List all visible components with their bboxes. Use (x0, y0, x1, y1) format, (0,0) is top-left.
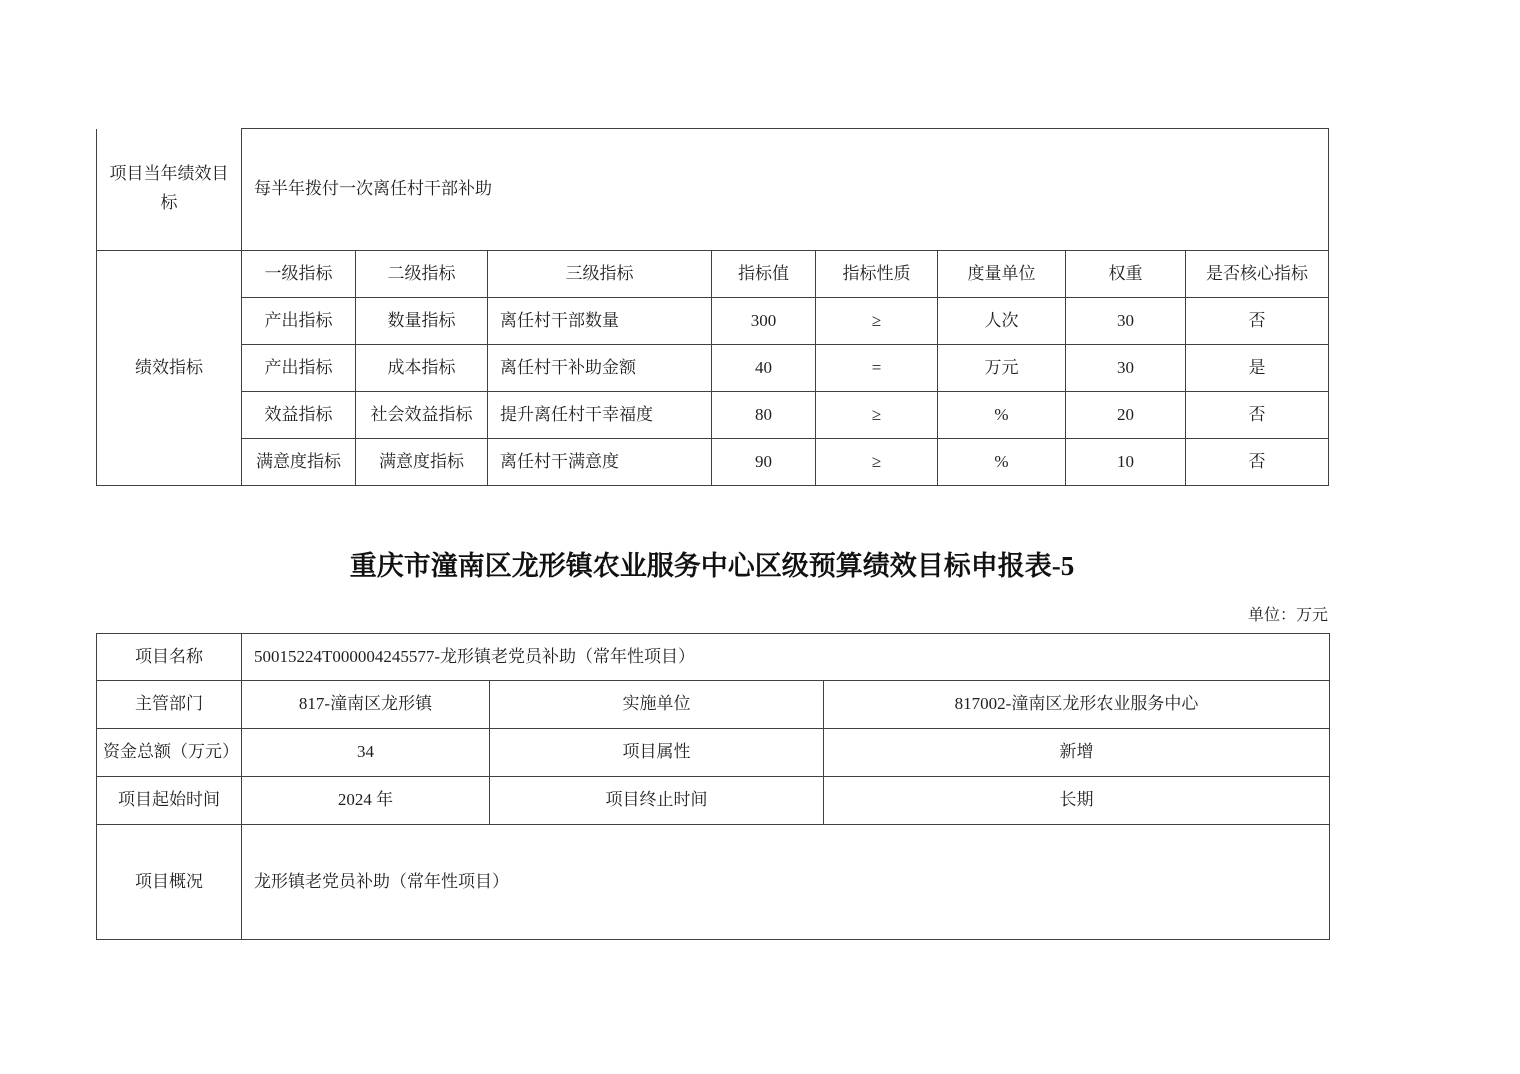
indicator-cell-core: 否 (1186, 439, 1329, 486)
indicator-cell-level1: 效益指标 (242, 392, 356, 439)
indicator-cell-nature: ≥ (816, 392, 938, 439)
indicator-cell-level2: 成本指标 (356, 345, 488, 392)
column-header-indicator-nature: 指标性质 (816, 251, 938, 298)
project-declaration-table (96, 633, 1330, 940)
indicator-cell-level2: 数量指标 (356, 298, 488, 345)
implementing-unit-value: 817002-潼南区龙形农业服务中心 (824, 681, 1330, 729)
indicator-cell-value: 300 (712, 298, 816, 345)
end-time-value: 长期 (824, 777, 1330, 825)
indicator-row (97, 298, 1329, 345)
indicator-cell-level1: 满意度指标 (242, 439, 356, 486)
indicator-cell-core: 否 (1186, 298, 1329, 345)
project-name-row (97, 634, 1330, 681)
indicator-cell-nature: = (816, 345, 938, 392)
indicator-cell-unit: 人次 (938, 298, 1066, 345)
indicator-cell-level1: 产出指标 (242, 345, 356, 392)
indicator-cell-level3: 离任村干部数量 (488, 298, 712, 345)
indicator-cell-level1: 产出指标 (242, 298, 356, 345)
indicator-row (97, 439, 1329, 486)
total-funds-label: 资金总额（万元） (97, 729, 242, 777)
funds-row (97, 729, 1330, 777)
indicator-cell-level2: 社会效益指标 (356, 392, 488, 439)
indicator-cell-unit: % (938, 392, 1066, 439)
column-header-core-indicator: 是否核心指标 (1186, 251, 1329, 298)
indicator-row (97, 392, 1329, 439)
indicator-row (97, 345, 1329, 392)
indicator-cell-core: 否 (1186, 392, 1329, 439)
indicator-cell-unit: 万元 (938, 345, 1066, 392)
indicator-cell-level2: 满意度指标 (356, 439, 488, 486)
project-attribute-value: 新增 (824, 729, 1330, 777)
indicator-cell-weight: 10 (1066, 439, 1186, 486)
time-row (97, 777, 1330, 825)
indicator-cell-value: 90 (712, 439, 816, 486)
indicator-cell-unit: % (938, 439, 1066, 486)
indicator-cell-weight: 20 (1066, 392, 1186, 439)
end-time-label: 项目终止时间 (490, 777, 824, 825)
indicator-cell-core: 是 (1186, 345, 1329, 392)
indicator-cell-value: 80 (712, 392, 816, 439)
project-name-value: 50015224T000004245577-龙形镇老党员补助（常年性项目） (242, 634, 1330, 681)
project-name-label: 项目名称 (97, 634, 242, 681)
overview-row (97, 825, 1330, 940)
competent-department-value: 817-潼南区龙形镇 (242, 681, 490, 729)
indicator-cell-level3: 离任村干满意度 (488, 439, 712, 486)
column-header-level1: 一级指标 (242, 251, 356, 298)
indicator-cell-level3: 提升离任村干幸福度 (488, 392, 712, 439)
department-row (97, 681, 1330, 729)
project-overview-value: 龙形镇老党员补助（常年性项目） (242, 825, 1330, 940)
project-attribute-label: 项目属性 (490, 729, 824, 777)
project-overview-label: 项目概况 (97, 825, 242, 940)
column-header-level2: 二级指标 (356, 251, 488, 298)
performance-indicator-table (96, 128, 1329, 486)
column-header-indicator-value: 指标值 (712, 251, 816, 298)
column-header-level3: 三级指标 (488, 251, 712, 298)
annual-goal-value-cell: 每半年拨付一次离任村干部补助 (242, 129, 1329, 251)
unit-note: 单位：万元 (1247, 607, 1328, 624)
implementing-unit-label: 实施单位 (490, 681, 824, 729)
indicator-cell-weight: 30 (1066, 298, 1186, 345)
indicator-cell-nature: ≥ (816, 439, 938, 486)
column-header-weight: 权重 (1066, 251, 1186, 298)
competent-department-label: 主管部门 (97, 681, 242, 729)
indicator-cell-value: 40 (712, 345, 816, 392)
total-funds-value: 34 (242, 729, 490, 777)
column-header-measure-unit: 度量单位 (938, 251, 1066, 298)
annual-goal-label-cell: 项目当年绩效目标 (97, 129, 242, 251)
performance-indicator-section-label: 绩效指标 (97, 251, 242, 486)
page-title: 重庆市潼南区龙形镇农业服务中心区级预算绩效目标申报表-5 (349, 551, 1075, 581)
indicator-cell-weight: 30 (1066, 345, 1186, 392)
indicator-cell-level3: 离任村干补助金额 (488, 345, 712, 392)
start-time-label: 项目起始时间 (97, 777, 242, 825)
indicator-cell-nature: ≥ (816, 298, 938, 345)
start-time-value: 2024 年 (242, 777, 490, 825)
